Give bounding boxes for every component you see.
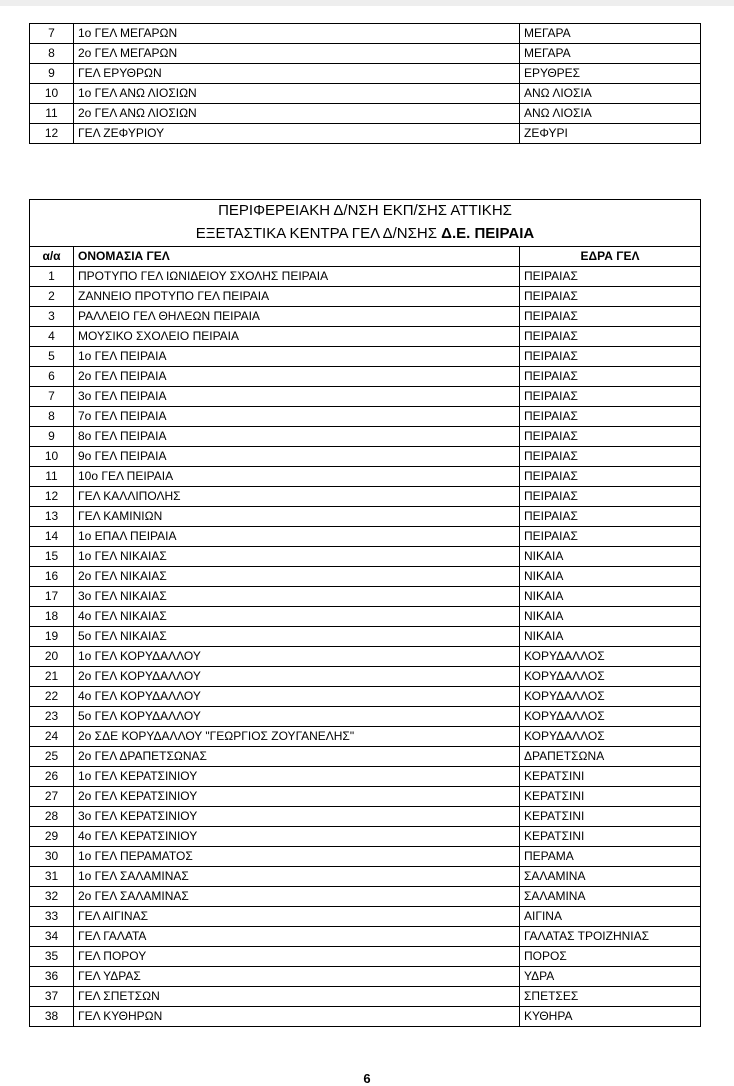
table-row bbox=[30, 467, 701, 487]
school-seat: ΣΠΕΤΣΕΣ bbox=[520, 987, 701, 1007]
table-title-line1 bbox=[30, 200, 701, 223]
school-seat: ΠΕΙΡΑΙΑΣ bbox=[520, 287, 701, 307]
title-line1-text: ΠΕΡΙΦΕΡΕΙΑΚΗ Δ/ΝΣΗ ΕΚΠ/ΣΗΣ ΑΤΤΙΚΗΣ bbox=[218, 202, 512, 219]
main-table-body bbox=[30, 267, 701, 1027]
table-row bbox=[30, 507, 701, 527]
table-row bbox=[30, 84, 701, 104]
school-name: 2ο ΓΕΛ ΠΕΙΡΑΙΑ bbox=[74, 367, 520, 387]
school-name: ΓΕΛ ΖΕΦΥΡΙΟΥ bbox=[74, 124, 520, 144]
school-seat: ΠΕΙΡΑΙΑΣ bbox=[520, 507, 701, 527]
row-number: 31 bbox=[30, 867, 74, 887]
row-number: 7 bbox=[30, 387, 74, 407]
row-number: 11 bbox=[30, 467, 74, 487]
row-number: 32 bbox=[30, 887, 74, 907]
school-seat: ΖΕΦΥΡΙ bbox=[520, 124, 701, 144]
row-number: 20 bbox=[30, 647, 74, 667]
school-seat: ΑΙΓΙΝΑ bbox=[520, 907, 701, 927]
table-row bbox=[30, 987, 701, 1007]
row-number: 15 bbox=[30, 547, 74, 567]
school-seat: ΚΟΡΥΔΑΛΛΟΣ bbox=[520, 647, 701, 667]
table-row bbox=[30, 627, 701, 647]
school-name: 1ο ΓΕΛ ΜΕΓΑΡΩΝ bbox=[74, 24, 520, 44]
school-seat: ΝΙΚΑΙΑ bbox=[520, 547, 701, 567]
school-seat: ΠΕΡΑΜΑ bbox=[520, 847, 701, 867]
table-row bbox=[30, 907, 701, 927]
school-name: 2ο ΓΕΛ ΝΙΚΑΙΑΣ bbox=[74, 567, 520, 587]
school-seat: ΕΡΥΘΡΕΣ bbox=[520, 64, 701, 84]
table-row bbox=[30, 327, 701, 347]
table-row bbox=[30, 787, 701, 807]
row-number: 9 bbox=[30, 427, 74, 447]
school-seat: ΠΕΙΡΑΙΑΣ bbox=[520, 347, 701, 367]
school-name: ΓΕΛ ΑΙΓΙΝΑΣ bbox=[74, 907, 520, 927]
row-number: 6 bbox=[30, 367, 74, 387]
school-seat: ΝΙΚΑΙΑ bbox=[520, 567, 701, 587]
school-seat: ΔΡΑΠΕΤΣΩΝΑ bbox=[520, 747, 701, 767]
row-number: 4 bbox=[30, 327, 74, 347]
row-number: 8 bbox=[30, 44, 74, 64]
table-row bbox=[30, 827, 701, 847]
school-seat: ΠΕΙΡΑΙΑΣ bbox=[520, 367, 701, 387]
school-name: ΓΕΛ ΣΠΕΤΣΩΝ bbox=[74, 987, 520, 1007]
school-seat: ΣΑΛΑΜΙΝΑ bbox=[520, 867, 701, 887]
school-name: 1ο ΓΕΛ ΚΕΡΑΤΣΙΝΙΟΥ bbox=[74, 767, 520, 787]
school-seat: ΜΕΓΑΡΑ bbox=[520, 44, 701, 64]
table-row bbox=[30, 487, 701, 507]
table-row bbox=[30, 707, 701, 727]
table-row bbox=[30, 747, 701, 767]
row-number: 3 bbox=[30, 307, 74, 327]
school-name: 10ο ΓΕΛ ΠΕΙΡΑΙΑ bbox=[74, 467, 520, 487]
school-name: 1ο ΓΕΛ ΑΝΩ ΛΙΟΣΙΩΝ bbox=[74, 84, 520, 104]
continued-schools-table bbox=[29, 23, 701, 144]
school-seat: ΚΟΡΥΔΑΛΛΟΣ bbox=[520, 667, 701, 687]
table-row bbox=[30, 64, 701, 84]
school-seat: ΝΙΚΑΙΑ bbox=[520, 607, 701, 627]
row-number: 36 bbox=[30, 967, 74, 987]
school-seat: ΥΔΡΑ bbox=[520, 967, 701, 987]
school-seat: ΠΟΡΟΣ bbox=[520, 947, 701, 967]
table-row bbox=[30, 767, 701, 787]
school-name: 1ο ΓΕΛ ΠΕΙΡΑΙΑ bbox=[74, 347, 520, 367]
school-seat: ΠΕΙΡΑΙΑΣ bbox=[520, 407, 701, 427]
table-row bbox=[30, 307, 701, 327]
school-seat: ΑΝΩ ΛΙΟΣΙΑ bbox=[520, 104, 701, 124]
school-name: 2ο ΓΕΛ ΔΡΑΠΕΤΣΩΝΑΣ bbox=[74, 747, 520, 767]
table-row bbox=[30, 124, 701, 144]
row-number: 5 bbox=[30, 347, 74, 367]
piraeus-exam-centers-table bbox=[29, 199, 701, 1027]
school-name: ΓΕΛ ΚΑΜΙΝΙΩΝ bbox=[74, 507, 520, 527]
school-name: ΓΕΛ ΚΥΘΗΡΩΝ bbox=[74, 1007, 520, 1027]
row-number: 26 bbox=[30, 767, 74, 787]
row-number: 2 bbox=[30, 287, 74, 307]
school-seat: ΚΕΡΑΤΣΙΝΙ bbox=[520, 807, 701, 827]
row-number: 28 bbox=[30, 807, 74, 827]
school-seat: ΠΕΙΡΑΙΑΣ bbox=[520, 427, 701, 447]
school-name: ΡΑΛΛΕΙΟ ΓΕΛ ΘΗΛΕΩΝ ΠΕΙΡΑΙΑ bbox=[74, 307, 520, 327]
row-number: 1 bbox=[30, 267, 74, 287]
row-number: 8 bbox=[30, 407, 74, 427]
school-name: 4ο ΓΕΛ ΚΟΡΥΔΑΛΛΟΥ bbox=[74, 687, 520, 707]
row-number: 10 bbox=[30, 84, 74, 104]
school-name: ΠΡΟΤΥΠΟ ΓΕΛ ΙΩΝΙΔΕΙΟΥ ΣΧΟΛΗΣ ΠΕΙΡΑΙΑ bbox=[74, 267, 520, 287]
table-row bbox=[30, 24, 701, 44]
title-line2-prefix: ΕΞΕΤΑΣΤΙΚΑ ΚΕΝΤΡΑ ΓΕΛ Δ/ΝΣΗΣ bbox=[195, 225, 437, 242]
row-number: 12 bbox=[30, 124, 74, 144]
table-row bbox=[30, 567, 701, 587]
school-name: 1ο ΓΕΛ ΣΑΛΑΜΙΝΑΣ bbox=[74, 867, 520, 887]
school-seat: ΠΕΙΡΑΙΑΣ bbox=[520, 527, 701, 547]
school-name: 7ο ΓΕΛ ΠΕΙΡΑΙΑ bbox=[74, 407, 520, 427]
table-row bbox=[30, 527, 701, 547]
school-name: ΓΕΛ ΕΡΥΘΡΩΝ bbox=[74, 64, 520, 84]
row-number: 27 bbox=[30, 787, 74, 807]
continued-table-body bbox=[30, 24, 701, 144]
school-name: 1ο ΓΕΛ ΝΙΚΑΙΑΣ bbox=[74, 547, 520, 567]
table-row bbox=[30, 387, 701, 407]
school-name: ΖΑΝΝΕΙΟ ΠΡΟΤΥΠΟ ΓΕΛ ΠΕΙΡΑΙΑ bbox=[74, 287, 520, 307]
school-name: 4ο ΓΕΛ ΚΕΡΑΤΣΙΝΙΟΥ bbox=[74, 827, 520, 847]
school-name: 2ο ΣΔΕ ΚΟΡΥΔΑΛΛΟΥ "ΓΕΩΡΓΙΟΣ ΖΟΥΓΑΝΕΛΗΣ" bbox=[74, 727, 520, 747]
row-number: 17 bbox=[30, 587, 74, 607]
row-number: 37 bbox=[30, 987, 74, 1007]
school-name: 5ο ΓΕΛ ΝΙΚΑΙΑΣ bbox=[74, 627, 520, 647]
row-number: 34 bbox=[30, 927, 74, 947]
table-row bbox=[30, 427, 701, 447]
row-number: 33 bbox=[30, 907, 74, 927]
school-name: 8ο ΓΕΛ ΠΕΙΡΑΙΑ bbox=[74, 427, 520, 447]
school-name: 9ο ΓΕΛ ΠΕΙΡΑΙΑ bbox=[74, 447, 520, 467]
row-number: 9 bbox=[30, 64, 74, 84]
school-seat: ΑΝΩ ΛΙΟΣΙΑ bbox=[520, 84, 701, 104]
school-seat: ΝΙΚΑΙΑ bbox=[520, 587, 701, 607]
school-seat: ΠΕΙΡΑΙΑΣ bbox=[520, 487, 701, 507]
row-number: 19 bbox=[30, 627, 74, 647]
school-seat: ΚΟΡΥΔΑΛΛΟΣ bbox=[520, 687, 701, 707]
row-number: 30 bbox=[30, 847, 74, 867]
table-row bbox=[30, 727, 701, 747]
table-row bbox=[30, 44, 701, 64]
table-row bbox=[30, 367, 701, 387]
row-number: 10 bbox=[30, 447, 74, 467]
table-row bbox=[30, 267, 701, 287]
row-number: 13 bbox=[30, 507, 74, 527]
row-number: 22 bbox=[30, 687, 74, 707]
school-seat: ΚΟΡΥΔΑΛΛΟΣ bbox=[520, 707, 701, 727]
school-seat: ΣΑΛΑΜΙΝΑ bbox=[520, 887, 701, 907]
school-name: 2ο ΓΕΛ ΣΑΛΑΜΙΝΑΣ bbox=[74, 887, 520, 907]
school-name: 1ο ΓΕΛ ΚΟΡΥΔΑΛΛΟΥ bbox=[74, 647, 520, 667]
school-name: 2ο ΓΕΛ ΚΟΡΥΔΑΛΛΟΥ bbox=[74, 667, 520, 687]
school-name: ΓΕΛ ΥΔΡΑΣ bbox=[74, 967, 520, 987]
table-row bbox=[30, 927, 701, 947]
header-name: ΟΝΟΜΑΣΙΑ ΓΕΛ bbox=[74, 247, 520, 267]
table-row bbox=[30, 547, 701, 567]
school-name: 3ο ΓΕΛ ΠΕΙΡΑΙΑ bbox=[74, 387, 520, 407]
table-row bbox=[30, 867, 701, 887]
school-name: 5ο ΓΕΛ ΚΟΡΥΔΑΛΛΟΥ bbox=[74, 707, 520, 727]
viewer-top-bar bbox=[0, 0, 734, 6]
table-row bbox=[30, 807, 701, 827]
header-num: α/α bbox=[30, 247, 74, 267]
table-row bbox=[30, 104, 701, 124]
page-number: 6 bbox=[363, 1071, 371, 1086]
school-name: 1ο ΓΕΛ ΠΕΡΑΜΑΤΟΣ bbox=[74, 847, 520, 867]
school-name: 3ο ΓΕΛ ΝΙΚΑΙΑΣ bbox=[74, 587, 520, 607]
row-number: 25 bbox=[30, 747, 74, 767]
title-line2-text bbox=[34, 223, 696, 245]
school-seat: ΚΕΡΑΤΣΙΝΙ bbox=[520, 767, 701, 787]
table-row bbox=[30, 607, 701, 627]
school-seat: ΠΕΙΡΑΙΑΣ bbox=[520, 387, 701, 407]
table-row bbox=[30, 647, 701, 667]
school-seat: ΓΑΛΑΤΑΣ ΤΡΟΙΖΗΝΙΑΣ bbox=[520, 927, 701, 947]
title-line2-bold: Δ.Ε. ΠΕΙΡΑΙΑ bbox=[441, 225, 535, 242]
table-row bbox=[30, 887, 701, 907]
school-name: ΜΟΥΣΙΚΟ ΣΧΟΛΕΙΟ ΠΕΙΡΑΙΑ bbox=[74, 327, 520, 347]
school-seat: ΠΕΙΡΑΙΑΣ bbox=[520, 467, 701, 487]
row-number: 12 bbox=[30, 487, 74, 507]
row-number: 11 bbox=[30, 104, 74, 124]
row-number: 16 bbox=[30, 567, 74, 587]
school-seat: ΠΕΙΡΑΙΑΣ bbox=[520, 267, 701, 287]
table-row bbox=[30, 967, 701, 987]
row-number: 29 bbox=[30, 827, 74, 847]
school-seat: ΚΥΘΗΡΑ bbox=[520, 1007, 701, 1027]
school-seat: ΝΙΚΑΙΑ bbox=[520, 627, 701, 647]
school-name: 1ο ΕΠΑΛ ΠΕΙΡΑΙΑ bbox=[74, 527, 520, 547]
table-row bbox=[30, 847, 701, 867]
row-number: 7 bbox=[30, 24, 74, 44]
table-row bbox=[30, 1007, 701, 1027]
school-seat: ΠΕΙΡΑΙΑΣ bbox=[520, 447, 701, 467]
school-seat: ΜΕΓΑΡΑ bbox=[520, 24, 701, 44]
row-number: 35 bbox=[30, 947, 74, 967]
header-row bbox=[30, 247, 701, 267]
school-seat: ΠΕΙΡΑΙΑΣ bbox=[520, 307, 701, 327]
table-row bbox=[30, 347, 701, 367]
school-name: 2ο ΓΕΛ ΑΝΩ ΛΙΟΣΙΩΝ bbox=[74, 104, 520, 124]
header-seat: ΕΔΡΑ ΓΕΛ bbox=[520, 247, 701, 267]
table-row bbox=[30, 447, 701, 467]
school-name: 3ο ΓΕΛ ΚΕΡΑΤΣΙΝΙΟΥ bbox=[74, 807, 520, 827]
table-row bbox=[30, 667, 701, 687]
row-number: 24 bbox=[30, 727, 74, 747]
school-name: 2ο ΓΕΛ ΜΕΓΑΡΩΝ bbox=[74, 44, 520, 64]
row-number: 18 bbox=[30, 607, 74, 627]
school-seat: ΚΕΡΑΤΣΙΝΙ bbox=[520, 827, 701, 847]
school-name: ΓΕΛ ΚΑΛΛΙΠΟΛΗΣ bbox=[74, 487, 520, 507]
school-seat: ΠΕΙΡΑΙΑΣ bbox=[520, 327, 701, 347]
school-name: 2ο ΓΕΛ ΚΕΡΑΤΣΙΝΙΟΥ bbox=[74, 787, 520, 807]
table-row bbox=[30, 687, 701, 707]
school-seat: ΚΟΡΥΔΑΛΛΟΣ bbox=[520, 727, 701, 747]
school-name: 4ο ΓΕΛ ΝΙΚΑΙΑΣ bbox=[74, 607, 520, 627]
school-name: ΓΕΛ ΓΑΛΑΤΑ bbox=[74, 927, 520, 947]
row-number: 23 bbox=[30, 707, 74, 727]
table-row bbox=[30, 947, 701, 967]
table-row bbox=[30, 287, 701, 307]
row-number: 14 bbox=[30, 527, 74, 547]
row-number: 38 bbox=[30, 1007, 74, 1027]
table-row bbox=[30, 587, 701, 607]
row-number: 21 bbox=[30, 667, 74, 687]
table-row bbox=[30, 407, 701, 427]
school-seat: ΚΕΡΑΤΣΙΝΙ bbox=[520, 787, 701, 807]
school-name: ΓΕΛ ΠΟΡΟΥ bbox=[74, 947, 520, 967]
table-title-line2 bbox=[30, 222, 701, 247]
